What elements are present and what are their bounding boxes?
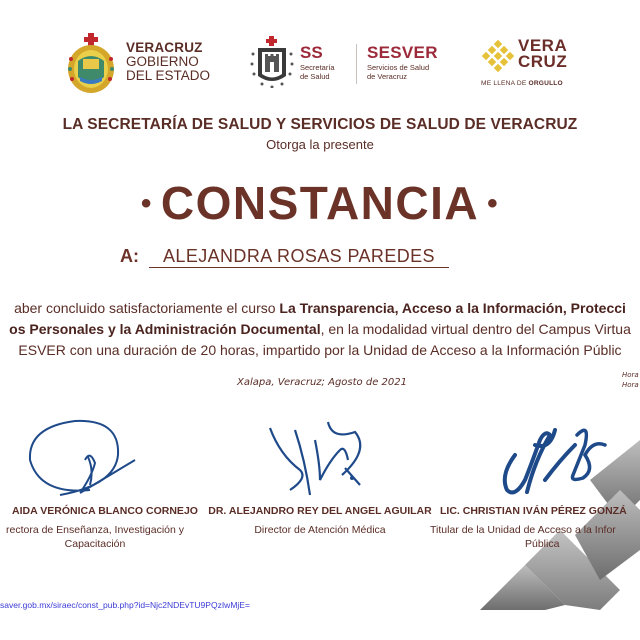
logo-divider bbox=[356, 44, 357, 84]
recipient-label: A: bbox=[120, 246, 139, 266]
side-note-line1: Hora bbox=[622, 371, 639, 379]
body-line-1 bbox=[0, 298, 640, 319]
veracruz-brand-wordmark bbox=[518, 38, 567, 70]
signatory-3-name: LIC. CHRISTIAN IVÁN PÉREZ GONZÁ bbox=[440, 505, 627, 517]
signatory-1-name: AIDA VERÓNICA BLANCO CORNEJO bbox=[12, 505, 198, 517]
logo-line-del-estado: DEL ESTADO bbox=[126, 68, 211, 83]
grants-subheading: Otorga la presente bbox=[266, 137, 374, 152]
signatory-2-role bbox=[200, 523, 440, 537]
logo-line-gobierno: GOBIERNO bbox=[126, 54, 199, 69]
tagline-regular: ME LLENA DE bbox=[481, 80, 529, 87]
signature-1-icon bbox=[20, 415, 140, 500]
signatory-3-role-line1: Titular de la Unidad de Acceso a la Infor bbox=[430, 524, 616, 536]
certificate-title bbox=[0, 178, 640, 229]
signatory-1-role-line2: Capacitación bbox=[64, 538, 126, 550]
veracruz-gobierno-logo bbox=[66, 33, 216, 95]
sesver-sub-line2: de Veracruz bbox=[367, 72, 408, 81]
signatory-2-role-line1: Director de Atención Médica bbox=[254, 524, 386, 536]
ss-subtitle bbox=[300, 63, 335, 81]
signatory-2-name: DR. ALEJANDRO REY DEL ANGEL AGUILAR bbox=[208, 505, 432, 517]
signatory-1-role bbox=[0, 523, 200, 551]
recipient-row bbox=[120, 246, 449, 268]
signature-2-icon bbox=[260, 420, 380, 500]
side-note-line2: Hora bbox=[622, 381, 639, 389]
logo-line-veracruz: VERACRUZ bbox=[126, 40, 203, 55]
ss-sub-line1: Secretaría bbox=[300, 63, 335, 72]
castle-emblem-icon bbox=[250, 36, 294, 88]
signature-3-icon bbox=[495, 420, 615, 500]
brand-line1: VERA bbox=[518, 36, 568, 55]
body-line1-text: aber concluido satisfactoriamente el curso bbox=[14, 300, 280, 316]
verification-link[interactable]: saver.gob.mx/siraec/const_pub.php?id=Njc2NDEvTU9PQzIwMjE= bbox=[0, 600, 250, 610]
sesver-title: SESVER bbox=[367, 43, 438, 62]
tagline-bold: ORGULLO bbox=[528, 80, 563, 87]
place-date: Xalapa, Veracruz; Agosto de 2021 bbox=[237, 377, 407, 388]
signatory-3-role-line2: Pública bbox=[525, 538, 560, 550]
coat-of-arms-icon bbox=[66, 33, 116, 95]
bullet-right-icon: • bbox=[487, 187, 500, 220]
signatory-3 bbox=[430, 415, 640, 555]
signatory-3-role bbox=[430, 523, 640, 551]
course-name-part1: La Transparencia, Acceso a la Información, Protecci bbox=[279, 300, 626, 316]
veracruz-brand-logo bbox=[480, 36, 580, 96]
certificate-title-text: CONSTANCIA bbox=[160, 177, 480, 229]
recipient-name: ALEJANDRA ROSAS PAREDES bbox=[149, 246, 449, 268]
institution-heading: LA SECRETARÍA DE SALUD Y SERVICIOS DE SALUD DE VERACRUZ bbox=[62, 116, 578, 133]
course-name-part2: os Personales y la Administración Documental bbox=[9, 321, 321, 337]
signatory-1 bbox=[0, 415, 210, 555]
sesver-sub-line1: Servicios de Salud bbox=[367, 63, 430, 72]
brand-line2: CRUZ bbox=[518, 52, 568, 71]
ss-sub-line2: de Salud bbox=[300, 72, 330, 81]
signatory-1-role-line1: rectora de Enseñanza, Investigación y bbox=[5, 524, 185, 536]
bullet-left-icon: • bbox=[140, 187, 153, 220]
sesver-subtitle bbox=[367, 63, 429, 81]
body-line-3: ESVER con una duración de 20 horas, impartido por la Unidad de Acceso a la Información Públic bbox=[18, 342, 622, 358]
body-line-2 bbox=[0, 319, 640, 340]
woven-pattern-icon bbox=[482, 40, 514, 72]
signatory-2 bbox=[200, 415, 440, 555]
ss-sesver-logo bbox=[250, 36, 440, 92]
brand-tagline bbox=[481, 80, 563, 87]
ss-title: SS bbox=[300, 43, 323, 62]
certificate-body bbox=[0, 298, 640, 361]
side-note bbox=[622, 370, 639, 390]
body-line2-text: , en la modalidad virtual dentro del Campus Virtua bbox=[320, 321, 631, 337]
